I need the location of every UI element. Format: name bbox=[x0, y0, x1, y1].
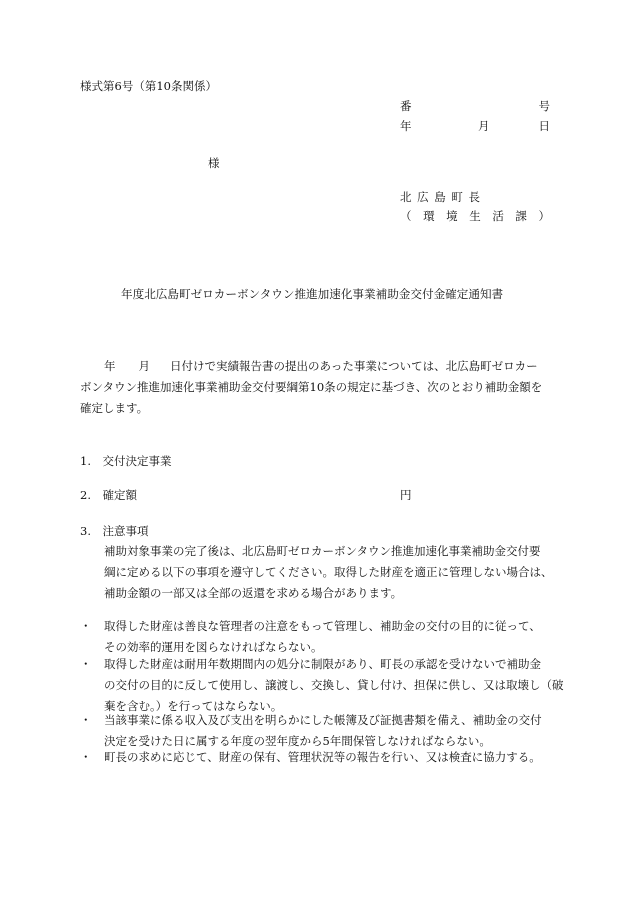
body-line-1 bbox=[80, 356, 542, 377]
body-year: 年 bbox=[104, 359, 116, 373]
form-label: 様式第6号（第10条関係） bbox=[80, 79, 217, 93]
document-number-line bbox=[400, 101, 550, 113]
note-line: 当該事業に係る収入及び支出を明らかにした帳簿及び証拠書類を備え、補助金の交付 bbox=[104, 713, 542, 727]
body-line-2: ボンタウン推進加速化事業補助金交付要綱第10条の規定に基づき、次のとおり補助金額を bbox=[80, 380, 543, 394]
issuer-dept-char: 生 bbox=[469, 209, 481, 223]
note-item bbox=[104, 710, 542, 752]
bullet-mark: ・ bbox=[80, 619, 92, 633]
section-3-line: 補助金額の一部又は全部の返還を求める場合があります。 bbox=[104, 586, 403, 600]
body-line-1-text: 日付けで実績報告書の提出のあった事業については、北広島町ゼロカー bbox=[170, 359, 538, 373]
issuer-name-char: 島 bbox=[434, 190, 446, 204]
amount-unit: 円 bbox=[400, 488, 412, 502]
issuer-name-char: 広 bbox=[417, 190, 429, 204]
bullet-mark: ・ bbox=[80, 750, 92, 764]
section-3-text bbox=[104, 541, 553, 604]
issuer-dept-char: 境 bbox=[446, 209, 458, 223]
issuer-department bbox=[400, 211, 550, 223]
note-line: 町長の求めに応じて、財産の保有、管理状況等の報告を行い、又は検査に協力する。 bbox=[104, 750, 541, 764]
document-title: 年度北広島町ゼロカーボンタウン推進加速化事業補助金交付金確定通知書 bbox=[121, 287, 504, 301]
date-month-label: 月 bbox=[478, 119, 490, 133]
note-item bbox=[104, 747, 541, 768]
issuer-dept-char: ） bbox=[538, 209, 550, 223]
section-3-line: 補助対象事業の完了後は、北広島町ゼロカーボンタウン推進加速化事業補助金交付要 bbox=[104, 544, 541, 558]
note-line: の交付の目的に反して使用し、譲渡し、交換し、貸し付け、担保に供し、又は取壊し（破 bbox=[104, 678, 564, 692]
bullet-mark: ・ bbox=[80, 713, 92, 727]
note-line: 取得した財産は耐用年数期間内の処分に制限があり、町長の承認を受けないで補助金 bbox=[104, 657, 541, 671]
section-3-heading: 3. 注意事項 bbox=[80, 524, 149, 538]
section-2-heading: 2. 確定額 bbox=[80, 488, 137, 502]
issuer-dept-char: 活 bbox=[492, 209, 504, 223]
body-paragraph bbox=[80, 356, 542, 419]
issuer-dept-char: 課 bbox=[515, 209, 527, 223]
note-item bbox=[104, 616, 541, 658]
section-3-line: 綱に定める以下の事項を遵守してください。取得した財産を適正に管理しない場合は、 bbox=[104, 565, 553, 579]
document-date-line bbox=[400, 121, 550, 135]
issuer-name-char: 町 bbox=[451, 190, 463, 204]
number-label: 番 bbox=[400, 99, 412, 113]
body-month: 月 bbox=[138, 359, 150, 373]
note-line: 取得した財産は善良な管理者の注意をもって管理し、補助金の交付の目的に従って、 bbox=[104, 619, 541, 633]
issuer-name bbox=[400, 192, 480, 204]
note-line: 決定を受けた日に属する年度の翌年度から5年間保管しなければならない。 bbox=[104, 734, 491, 748]
number-suffix: 号 bbox=[538, 99, 550, 113]
issuer-name-char: 長 bbox=[468, 190, 480, 204]
date-day-label: 日 bbox=[538, 119, 550, 133]
section-1-heading: 1. 交付決定事業 bbox=[80, 454, 172, 468]
note-line: 棄を含む。）を行ってはならない。 bbox=[104, 699, 283, 713]
body-line-3: 確定します。 bbox=[80, 401, 149, 415]
date-year-label: 年 bbox=[400, 119, 412, 133]
bullet-mark: ・ bbox=[80, 657, 92, 671]
note-item bbox=[104, 654, 564, 717]
issuer-dept-char: （ bbox=[400, 209, 412, 223]
issuer-name-char: 北 bbox=[400, 190, 412, 204]
issuer-dept-char: 環 bbox=[423, 209, 435, 223]
recipient-honorific: 様 bbox=[208, 156, 220, 170]
note-line: その効率的運用を図らなければならない。 bbox=[104, 640, 323, 654]
